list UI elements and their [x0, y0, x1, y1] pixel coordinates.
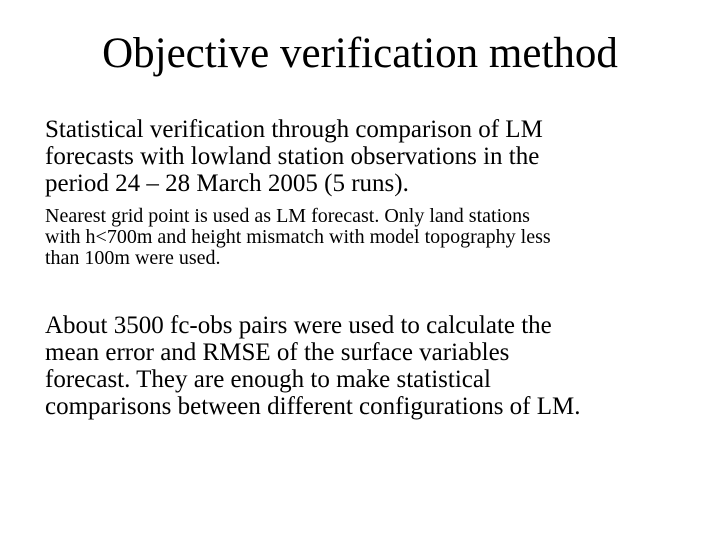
paragraph-line: period 24 – 28 March 2005 (5 runs). [45, 170, 409, 197]
paragraph-line: than 100m were used. [45, 247, 221, 269]
paragraph-line: comparisons between different configurations of LM. [45, 393, 581, 420]
paragraph-fc-obs-pairs [45, 312, 695, 420]
slide-title: Objective verification method [102, 30, 618, 77]
paragraph-line: forecast. They are enough to make statistical [45, 366, 491, 393]
paragraph-line: with h<700m and height mismatch with model topography less [45, 226, 551, 248]
paragraph-line: mean error and RMSE of the surface variables [45, 339, 510, 366]
paragraph-statistical-verification [45, 116, 695, 197]
paragraph-line: Nearest grid point is used as LM forecast. Only land stations [45, 205, 530, 227]
paragraph-line: About 3500 fc-obs pairs were used to calculate the [45, 312, 552, 339]
paragraph-line: forecasts with lowland station observations in the [45, 143, 540, 170]
paragraph-nearest-grid-point [45, 206, 695, 269]
paragraph-line: Statistical verification through comparison of LM [45, 116, 543, 143]
